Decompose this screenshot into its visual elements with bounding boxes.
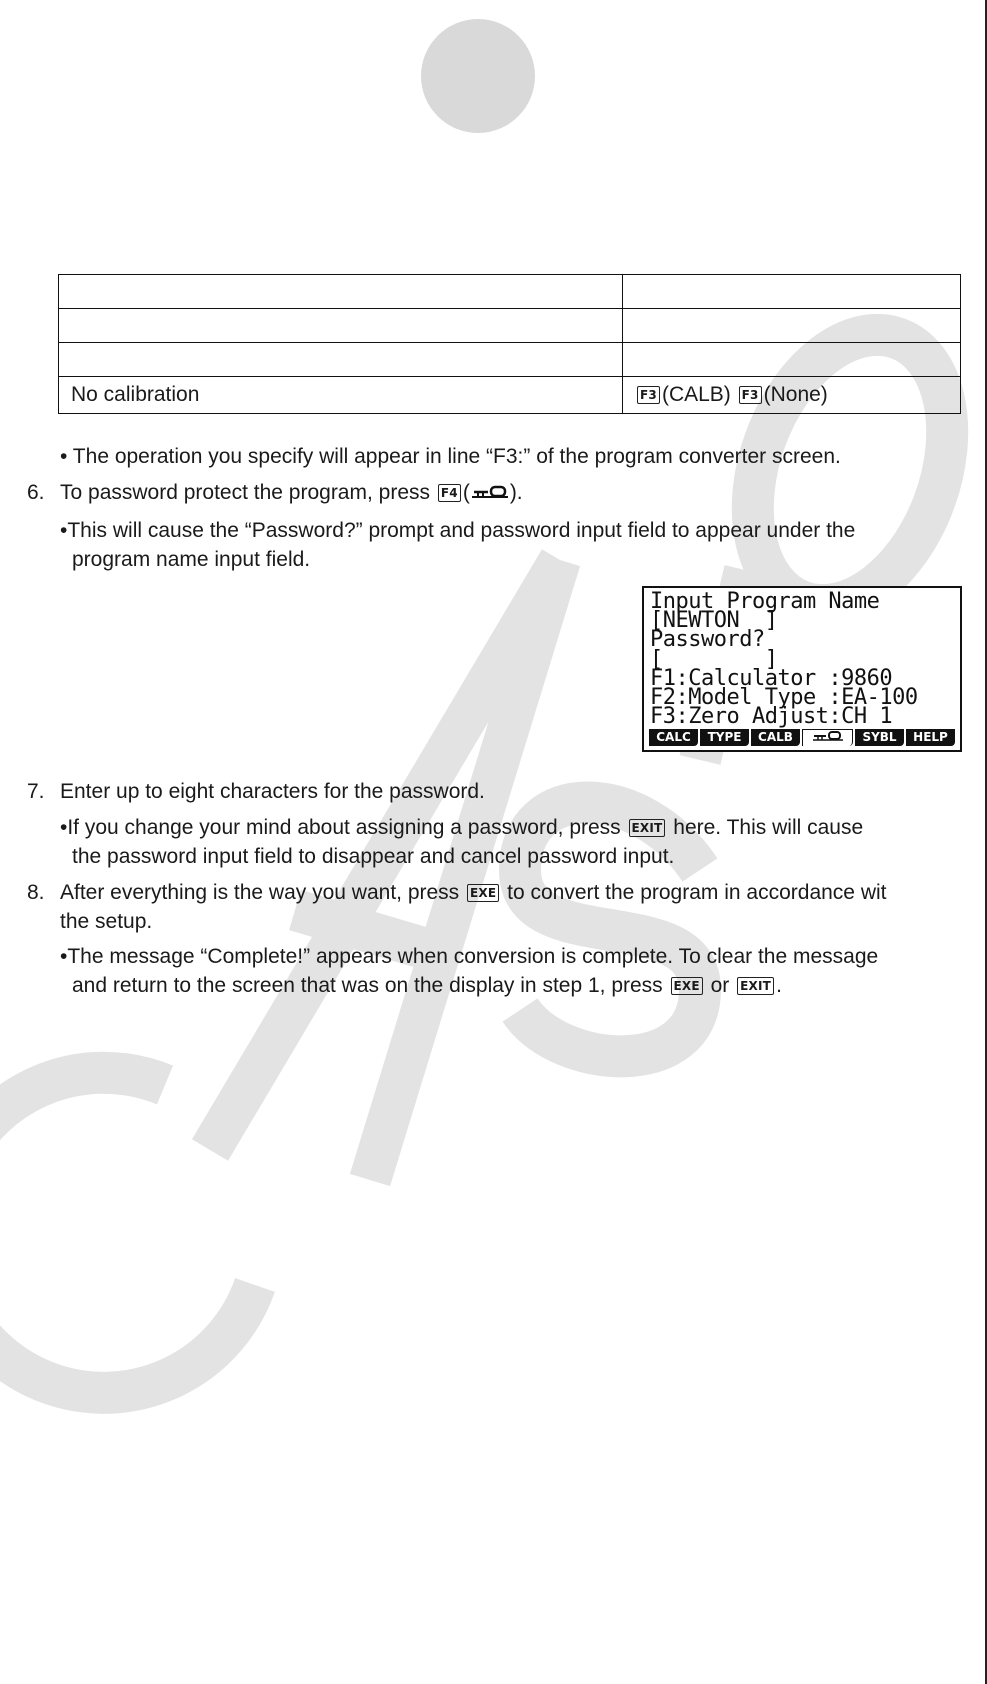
paren-close: ). (509, 481, 523, 504)
fkey-type: TYPE (700, 729, 749, 746)
key-lock-icon (811, 730, 845, 743)
bullet-8-line-2 (72, 973, 782, 999)
none-label: (None) (763, 383, 828, 406)
screen-line: [NEWTON ] (650, 608, 778, 633)
fkey-calc: CALC (649, 729, 698, 746)
calb-label: (CALB) (661, 383, 731, 406)
or-text: or (710, 974, 730, 997)
bullet-7-text-b: here. This will cause (673, 816, 864, 839)
step-number: 8. (27, 881, 45, 904)
table-cell (59, 309, 623, 343)
step-8-line-1 (60, 880, 886, 906)
fkey-help: HELP (906, 729, 955, 746)
bullet-7-line-1 (60, 815, 863, 841)
screen-line: F2:Model Type :EA-100 (650, 685, 918, 710)
paren-open: ( (462, 481, 470, 504)
fkey-password (802, 729, 853, 746)
screen-line: F3:Zero Adjust:CH 1 (650, 704, 893, 729)
f3-key-icon: F3 (739, 386, 762, 404)
exit-key-icon: EXIT (737, 977, 774, 995)
step-8-text-a: After everything is the way you want, press (60, 881, 460, 904)
table-cell (623, 309, 961, 343)
calculator-screen (642, 586, 962, 752)
fkey-sybl: SYBL (855, 729, 904, 746)
bullet-6-line-1: •This will cause the “Password?” prompt and password input field to appear under the (60, 519, 856, 542)
bullet-6-line-2: program name input field. (72, 548, 311, 571)
step-8-line-2: the setup. (60, 910, 153, 933)
exe-key-icon: EXE (671, 977, 703, 995)
step-6-label: To password protect the program, press (60, 481, 431, 504)
bullet-f3-note: • The operation you specify will appear in line “F3:” of the program converter screen. (60, 445, 841, 468)
step-6-text (60, 480, 523, 506)
bullet-7-text-a: •If you change your mind about assigning a password, press (60, 816, 621, 839)
bullet-7-line-2: the password input field to disappear and cancel password input. (72, 845, 675, 868)
step-8-text-b: to convert the program in accordance wit (507, 881, 887, 904)
screen-line: Input Program Name (650, 589, 880, 614)
bullet-8-text-a: and return to the screen that was on the display in step 1, press (72, 974, 663, 997)
screen-line: F1:Calculator :9860 (650, 666, 893, 691)
exit-key-icon: EXIT (629, 819, 666, 837)
table-cell (623, 275, 961, 309)
table-cell (59, 343, 623, 377)
exe-key-icon: EXE (467, 884, 499, 902)
function-key-bar (649, 729, 955, 746)
period: . (776, 974, 782, 997)
table-row (59, 377, 961, 414)
table-cell-operation (623, 377, 961, 414)
screen-line: Password? (650, 627, 765, 652)
table-row (59, 309, 961, 343)
table-cell (623, 343, 961, 377)
step-7-text: Enter up to eight characters for the password. (60, 780, 485, 803)
calibration-table (58, 274, 961, 414)
table-cell-no-calibration: No calibration (59, 377, 623, 414)
table-cell (59, 275, 623, 309)
bullet-8-line-1: •The message “Complete!” appears when conversion is complete. To clear the message (60, 945, 879, 968)
step-number: 6. (27, 481, 45, 504)
table-row (59, 275, 961, 309)
f4-key-icon: F4 (438, 484, 461, 502)
key-lock-icon (470, 483, 510, 501)
screen-line: [ ] (650, 647, 778, 672)
table-row (59, 343, 961, 377)
step-number: 7. (27, 780, 45, 803)
f3-key-icon: F3 (637, 386, 660, 404)
fkey-calb: CALB (751, 729, 800, 746)
